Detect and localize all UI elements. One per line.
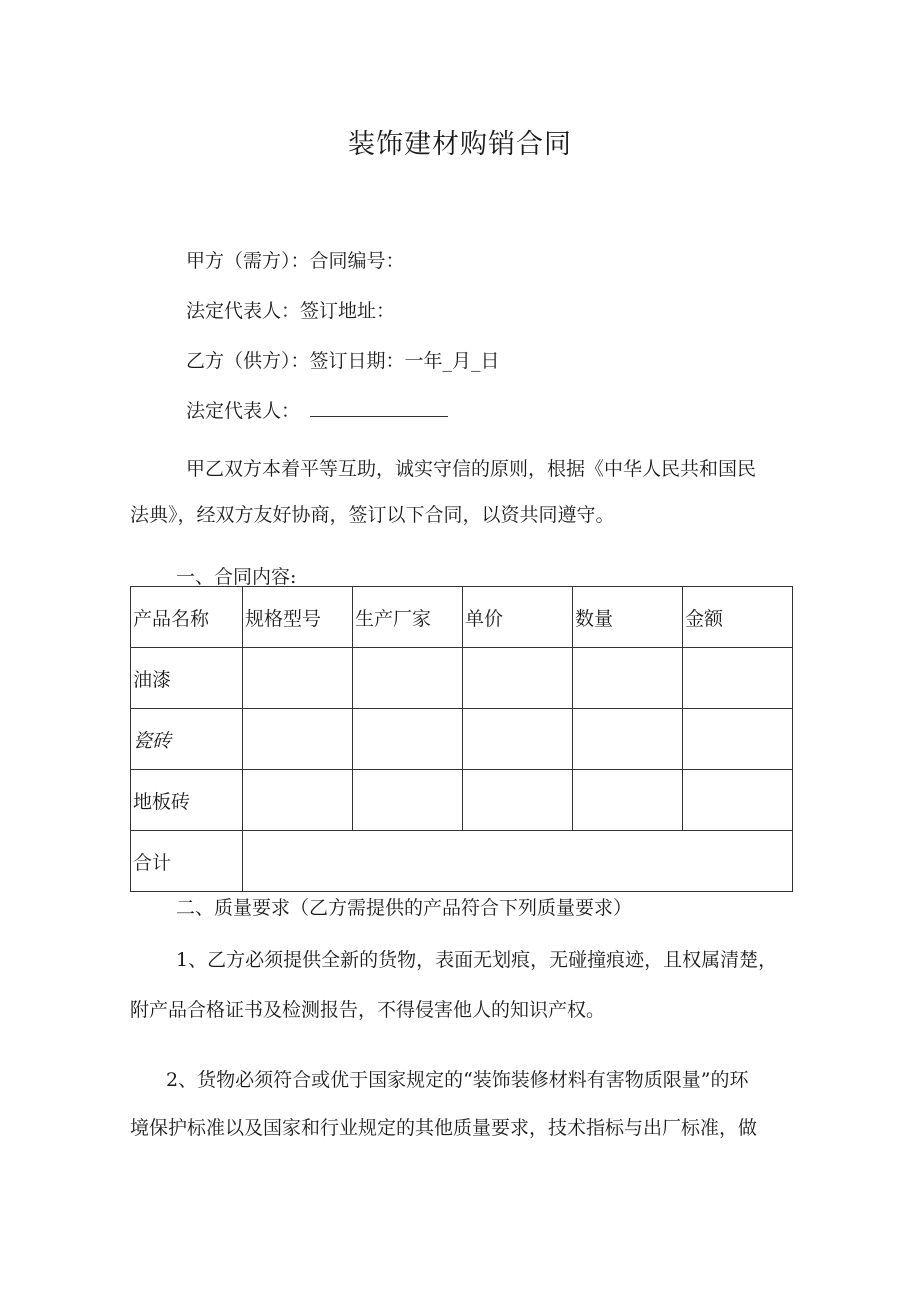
section-1-heading: 一、合同内容:: [176, 566, 297, 588]
table-cell[interactable]: [683, 709, 793, 770]
table-cell[interactable]: [243, 770, 353, 831]
total-label: 合计: [131, 831, 243, 892]
row-product-paint: 油漆: [131, 648, 243, 709]
item-1-line-1: 1、乙方必须提供全新的货物，表面无划痕，无碰撞痕迹，且权属清楚，: [176, 949, 778, 971]
table-cell[interactable]: [353, 709, 463, 770]
party-b-line: 乙方（供方）：签订日期：一年_月_日: [186, 350, 500, 372]
item-2-line-1: 2、货物必须符合或优于国家规定的“装饰装修材料有害物质限量”的环: [166, 1069, 749, 1091]
table-cell[interactable]: [463, 770, 573, 831]
header-unit-price: 单价: [463, 587, 573, 648]
total-cell[interactable]: [243, 831, 793, 892]
row-product-floor-tile: 地板砖: [131, 770, 243, 831]
table-cell[interactable]: [353, 648, 463, 709]
table-row: [131, 770, 793, 831]
header-spec-model: 规格型号: [243, 587, 353, 648]
item-1-line-2: 附产品合格证书及检测报告，不得侵害他人的知识产权。: [130, 999, 606, 1021]
table-cell[interactable]: [463, 709, 573, 770]
signature-blank: [310, 415, 448, 417]
table-total-row: [131, 831, 793, 892]
contract-items-table: [130, 586, 793, 892]
table-cell[interactable]: [353, 770, 463, 831]
table-cell[interactable]: [243, 648, 353, 709]
header-quantity: 数量: [573, 587, 683, 648]
table-cell[interactable]: [463, 648, 573, 709]
table-cell[interactable]: [683, 770, 793, 831]
table-cell[interactable]: [573, 648, 683, 709]
header-product-name: 产品名称: [131, 587, 243, 648]
legal-rep-a-line: 法定代表人：签订地址：: [186, 300, 396, 322]
intro-line-2: 法典》，经双方友好协商，签订以下合同，以资共同遵守。: [130, 504, 615, 526]
intro-line-1: 甲乙双方本着平等互助，诚实守信的原则，根据《中华人民共和国民: [186, 458, 757, 480]
legal-rep-b-line: [186, 396, 448, 423]
section-2-heading: 二、质量要求（乙方需提供的产品符合下列质量要求）: [176, 897, 633, 919]
row-product-tile: 瓷砖: [131, 709, 243, 770]
legal-rep-b-label: 法定代表人：: [186, 400, 301, 422]
header-amount: 金额: [683, 587, 793, 648]
table-cell[interactable]: [683, 648, 793, 709]
table-cell[interactable]: [573, 770, 683, 831]
table-row: [131, 709, 793, 770]
table-header-row: [131, 587, 793, 648]
item-2-line-2: 境保护标准以及国家和行业规定的其他质量要求，技术指标与出厂标准，做: [130, 1117, 758, 1139]
table-row: [131, 648, 793, 709]
table-cell[interactable]: [243, 709, 353, 770]
document-title: 装饰建材购销合同: [348, 129, 572, 160]
header-manufacturer: 生产厂家: [353, 587, 463, 648]
party-a-line: 甲方（需方）：合同编号：: [186, 250, 405, 272]
table-cell[interactable]: [573, 709, 683, 770]
